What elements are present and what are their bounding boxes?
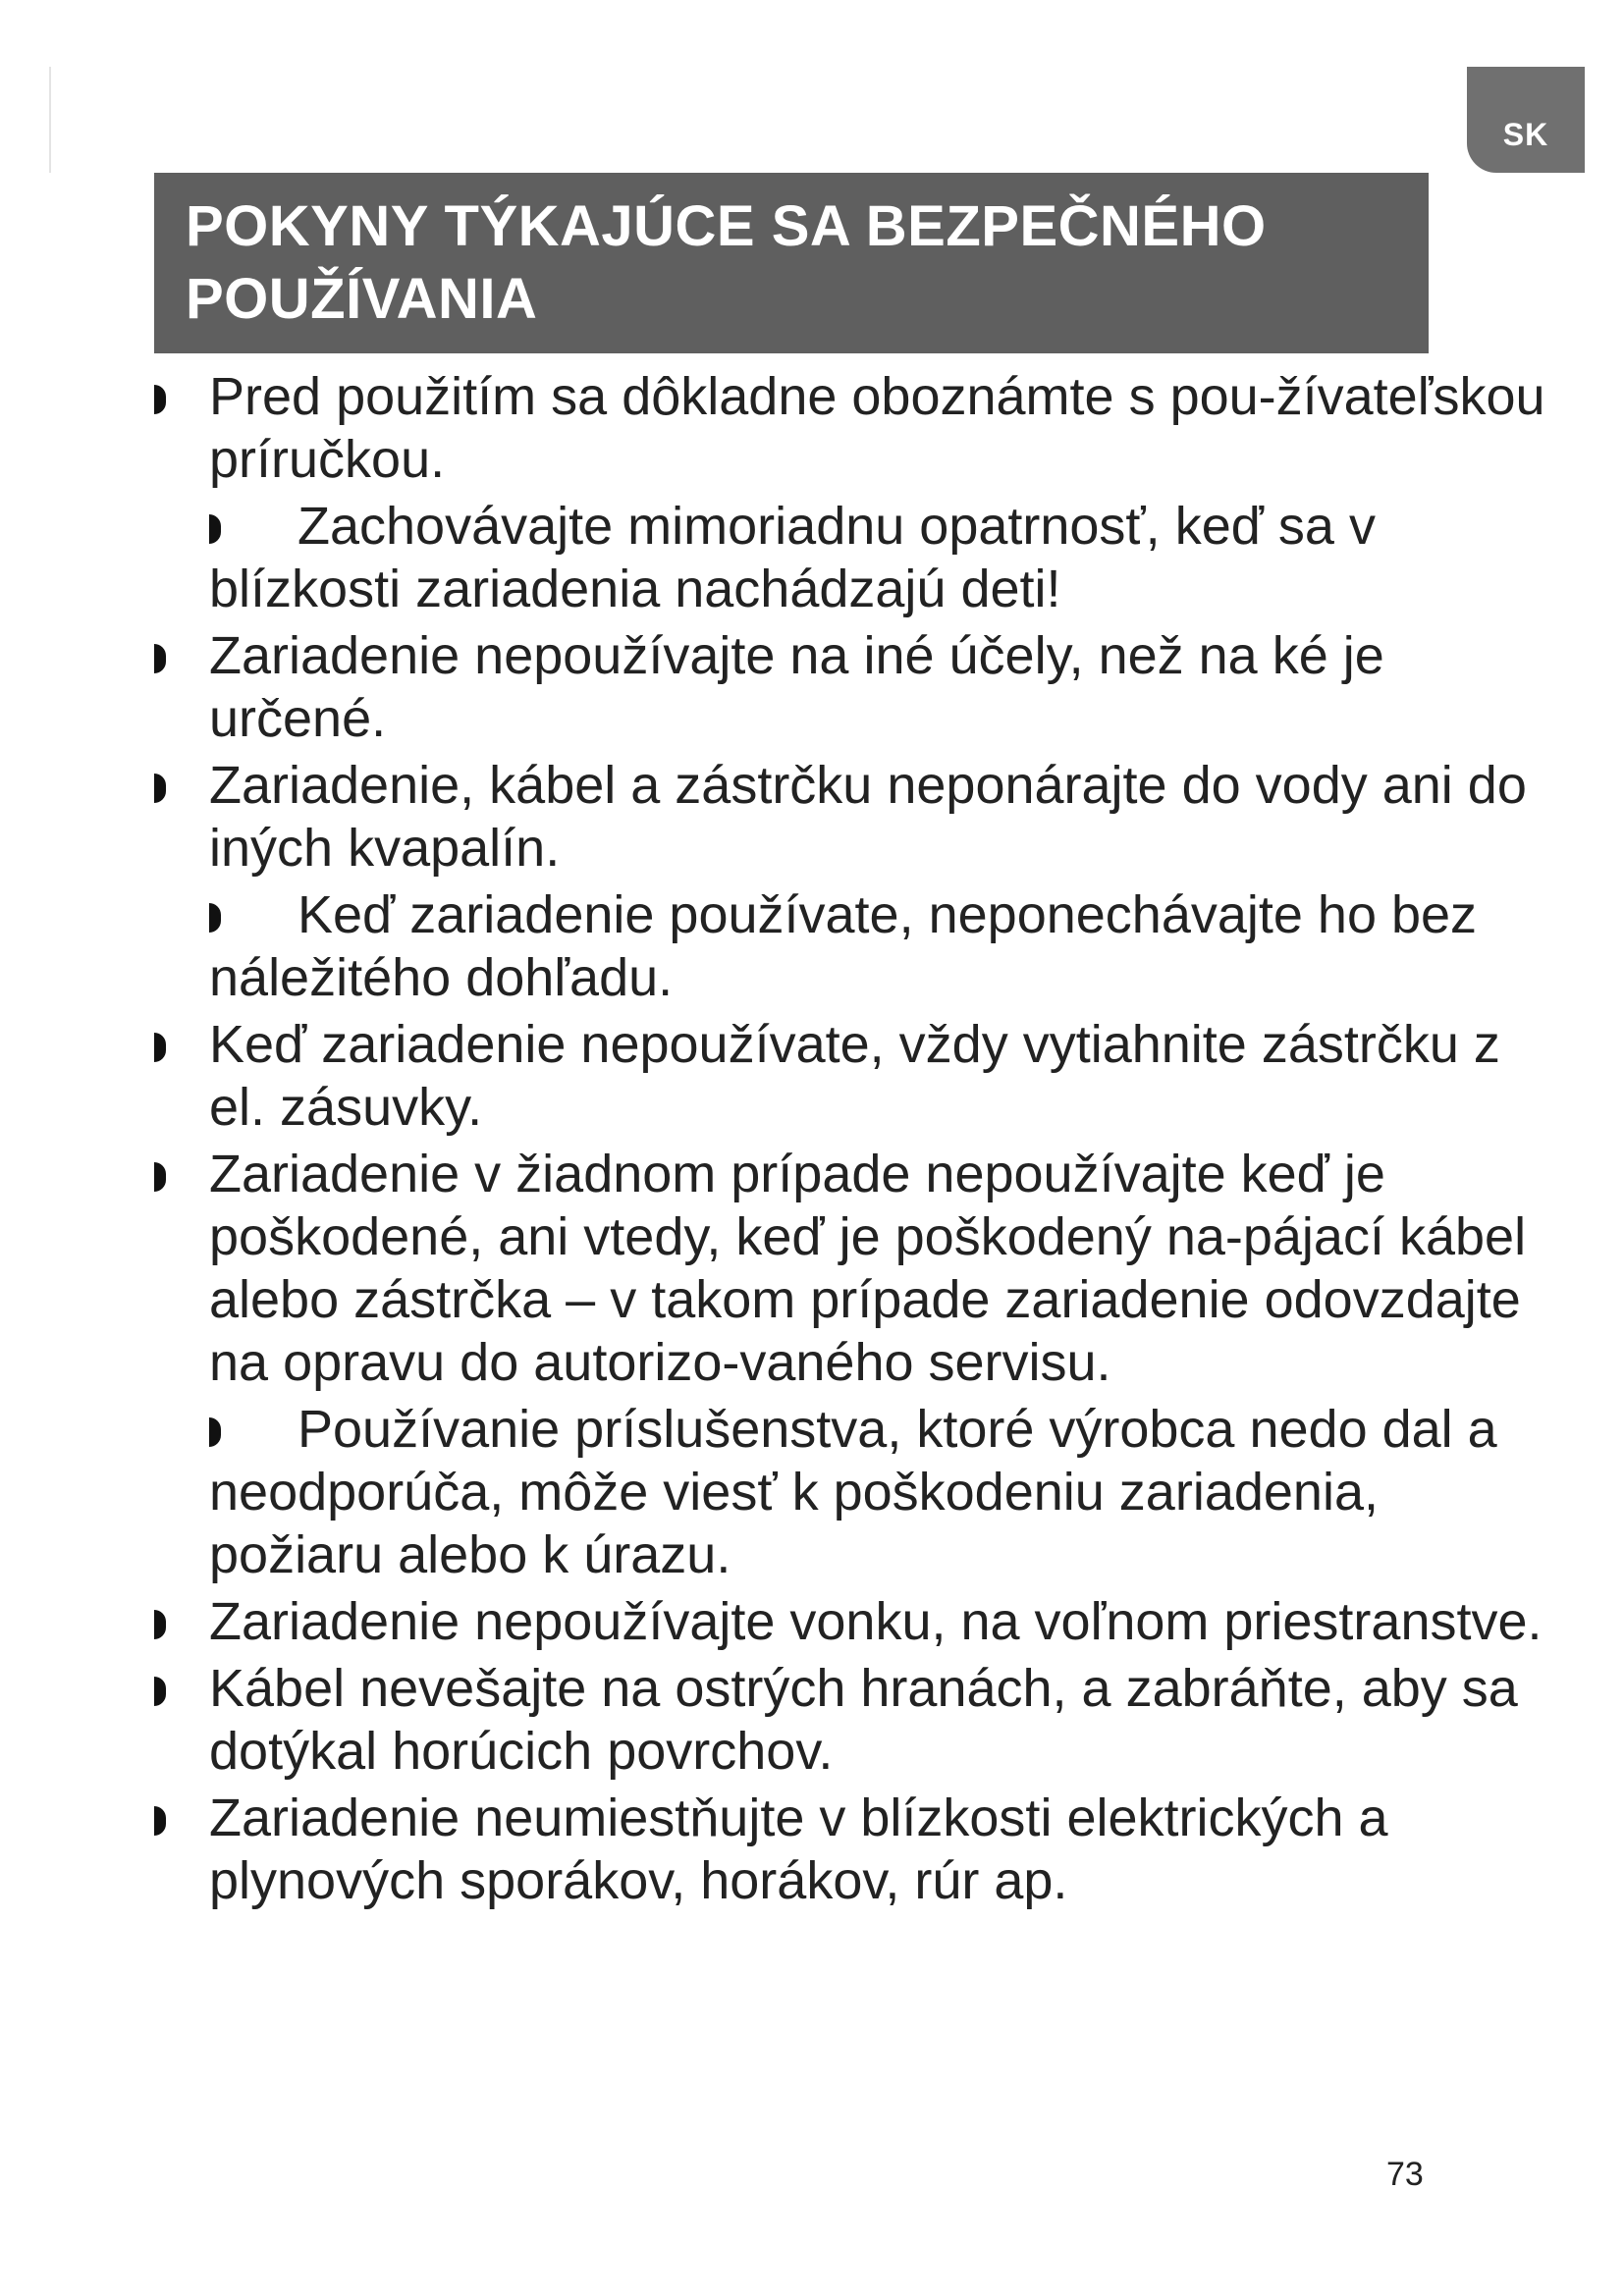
- list-item: [154, 1398, 1548, 1586]
- list-item: [154, 365, 1548, 491]
- bullet-icon: [154, 1677, 166, 1706]
- list-item-text: Zariadenie nepoužívajte vonku, na voľnom priestranstve.: [209, 1592, 1543, 1651]
- list-item-text: Zachovávajte mimoriadnu opatrnosť, keď sa v blízkosti zariadenia nachádzajú deti!: [209, 497, 1376, 618]
- list-item: [154, 1657, 1548, 1783]
- safety-instructions-list: [154, 365, 1548, 1916]
- list-item: [154, 1787, 1548, 1912]
- bullet-icon: [154, 1162, 166, 1192]
- bullet-icon: [154, 1610, 166, 1639]
- list-item-text: Zariadenie v žiadnom prípade nepoužívajte keď je poškodené, ani vtedy, keď je poškodený na-pájací kábel alebo zástrčka – v takom prípade zariadenie odovzdajte na opravu do autorizo-vaného servisu.: [209, 1145, 1527, 1392]
- bullet-icon: [154, 385, 166, 414]
- list-item-text: Keď zariadenie nepoužívate, vždy vytiahnite zástrčku z el. zásuvky.: [209, 1015, 1500, 1137]
- list-item: [154, 1143, 1548, 1394]
- bullet-icon: [209, 514, 221, 544]
- section-title-line-1: POKYNY TÝKAJÚCE SA BEZPEČNÉHO: [186, 194, 1267, 258]
- language-tab: [1467, 67, 1585, 173]
- bullet-icon: [209, 903, 221, 933]
- list-item: [154, 883, 1548, 1009]
- list-item-text: Používanie príslušenstva, ktoré výrobca nedo dal a neodporúča, môže viesť k poškodeniu zariadenia, požiaru alebo k úrazu.: [209, 1400, 1497, 1584]
- list-item-text: Zariadenie nepoužívajte na iné účely, než na ké je určené.: [209, 626, 1384, 748]
- list-item: [154, 624, 1548, 750]
- bullet-icon: [154, 644, 166, 673]
- list-item-text: Zariadenie neumiestňujte v blízkosti elektrických a plynových sporákov, horákov, rúr ap.: [209, 1789, 1388, 1910]
- list-item: [154, 1590, 1548, 1653]
- bullet-icon: [154, 1806, 166, 1836]
- page-number: 73: [1386, 2156, 1424, 2193]
- list-item-text: Kábel nevešajte na ostrých hranách, a zabráňte, aby sa dotýkal horúcich povrchov.: [209, 1659, 1518, 1781]
- margin-line: [49, 67, 51, 173]
- list-item: [154, 495, 1548, 620]
- bullet-icon: [209, 1417, 221, 1447]
- list-item-text: Keď zariadenie používate, neponechávajte ho bez náležitého dohľadu.: [209, 885, 1478, 1007]
- language-tab-label: SK: [1502, 117, 1549, 152]
- section-title-box: [154, 173, 1429, 353]
- list-item-text: Pred použitím sa dôkladne oboznámte s pou-žívateľskou príručkou.: [209, 367, 1545, 489]
- list-item: [154, 1013, 1548, 1139]
- list-item-text: Zariadenie, kábel a zástrčku neponárajte do vody ani do iných kvapalín.: [209, 756, 1527, 878]
- section-title-line-2: POUŽÍVANIA: [186, 267, 538, 331]
- list-item: [154, 754, 1548, 880]
- bullet-icon: [154, 774, 166, 803]
- bullet-icon: [154, 1033, 166, 1062]
